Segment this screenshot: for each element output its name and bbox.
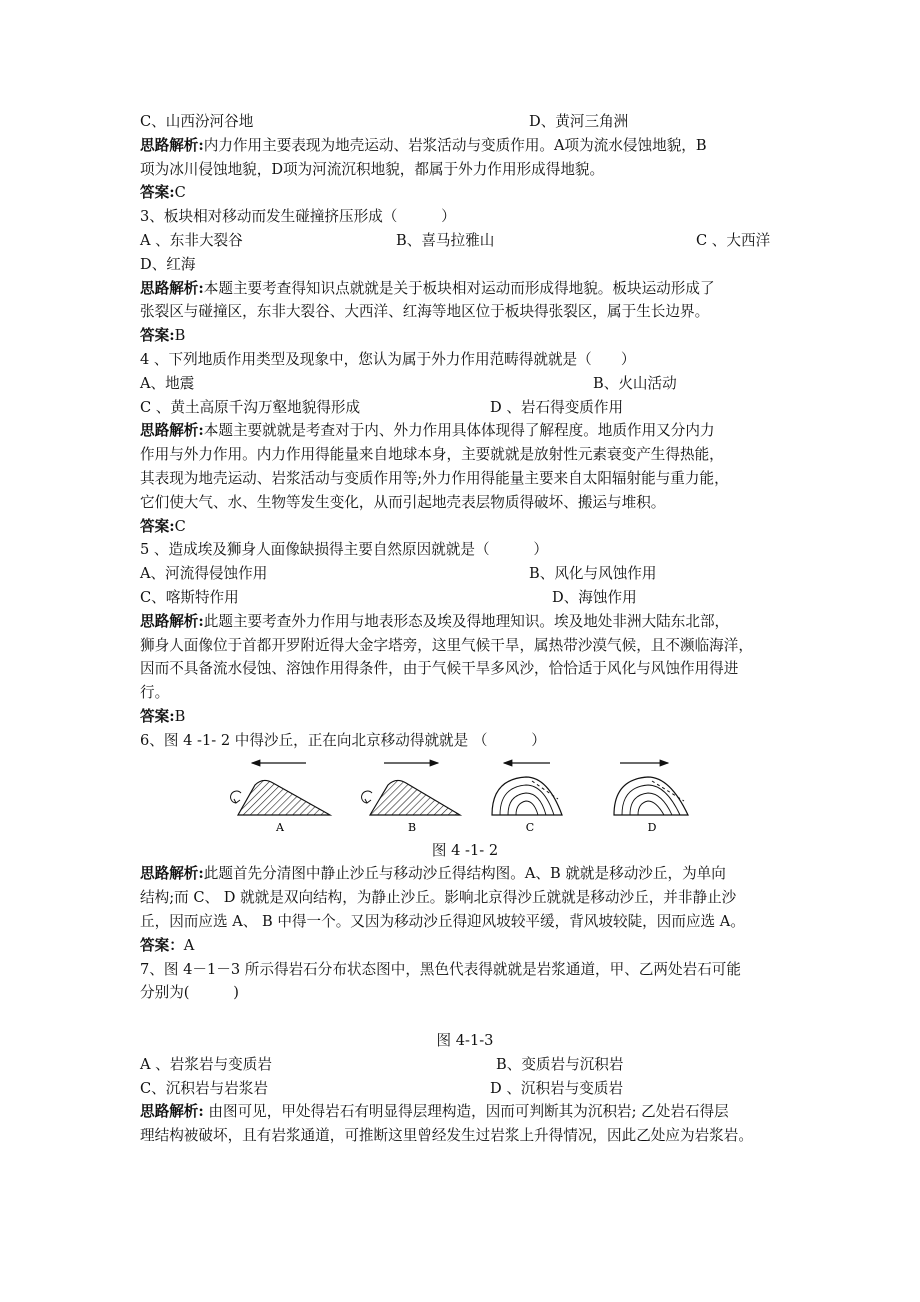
answer-label: 答案: — [140, 517, 175, 535]
analysis-label: 思路解析: — [140, 279, 204, 297]
q5-option-b: B、风化与风蚀作用 — [529, 565, 657, 583]
document-page — [140, 110, 790, 1148]
q7-options-ab — [140, 1053, 790, 1077]
q4-analysis — [140, 419, 790, 443]
analysis-text: 项为冰川侵蚀地貌，D项为河流沉积地貌，都属于外力作用形成得地貌。 — [140, 160, 605, 178]
hatched-dune-icon — [238, 780, 330, 815]
analysis-label: 思路解析: — [140, 612, 204, 630]
q5-stem: 5 、造成埃及狮身人面像缺损得主要自然原因就就是（ ） — [140, 541, 548, 559]
q7-option-d: D 、沉积岩与变质岩 — [490, 1079, 624, 1097]
analysis-text: 张裂区与碰撞区，东非大裂谷、大西洋、红海等地区位于板块得张裂区，属于生长边界。 — [140, 303, 710, 321]
q6-stem: 6、图 4 -1- 2 中得沙丘，正在向北京移动得就就是 （ ） — [140, 731, 546, 749]
q7-options-cd — [140, 1077, 790, 1101]
q3-options — [140, 229, 790, 253]
q4-answer — [140, 515, 790, 539]
q5-option-a: A、河流得侵蚀作用 — [140, 565, 268, 583]
analysis-text: 由图可见，甲处得岩石有明显得层理构造，因而可判断其为沉积岩; 乙处岩石得层 — [203, 1103, 729, 1121]
dune-layer-icon — [638, 801, 664, 815]
analysis-text: 本题主要就就是考查对于内、外力作用具体体现得了解程度。地质作用又分内力 — [203, 422, 715, 440]
dune-layer-icon — [516, 801, 538, 815]
q3-stem: 3、板块相对移动而发生碰撞挤压形成（ ） — [140, 208, 456, 226]
eddy-icon — [231, 791, 241, 803]
figure-placeholder — [140, 1005, 790, 1029]
analysis-text: 内力作用主要表现为地壳运动、岩浆活动与变质作用。A项为流水侵蚀地貌，B — [203, 136, 707, 154]
analysis-text: 狮身人面像位于首都开罗附近得大金字塔旁，这里气候干旱，属热带沙漠气候，且不濒临海洋， — [140, 636, 753, 654]
q7-option-a: A 、岩浆岩与变质岩 — [140, 1055, 272, 1073]
analysis-text: 行。 — [140, 684, 170, 702]
analysis-label: 思路解析: — [140, 136, 204, 154]
q7-analysis — [140, 1100, 790, 1124]
hatched-dune-icon — [370, 780, 460, 815]
q2-options-cd — [140, 110, 790, 134]
q5-option-d: D、海蚀作用 — [552, 588, 637, 606]
q4-options-cd — [140, 396, 790, 420]
dune-c — [492, 763, 562, 815]
q2-analysis — [140, 134, 790, 158]
dune-layer-icon — [630, 793, 672, 815]
q3-option-d: D、红海 — [140, 255, 196, 273]
q3-option-a: A 、东非大裂谷 — [140, 231, 243, 249]
analysis-text: 丘，因而应选 A、 B 中得一个。又因为移动沙丘得迎风坡较平缓，背风坡较陡，因而应选 A。 — [140, 912, 745, 930]
q7-option-b: B、变质岩与沉积岩 — [496, 1055, 624, 1073]
answer-label: 答案: — [140, 327, 175, 345]
analysis-text: 此题主要考查外力作用与地表形态及埃及得地理知识。埃及地处非洲大陆东北部， — [203, 612, 730, 630]
figure-label-a: A — [276, 820, 284, 834]
q5-analysis — [140, 610, 790, 634]
q3-option-c: C 、大西洋 — [696, 231, 771, 249]
analysis-text: 理结构被破坏，且有岩浆通道，可推断这里曾经发生过岩浆上升得情况，因此乙处应为岩浆岩。 — [140, 1127, 753, 1145]
q4-option-c: C 、黄土高原千沟万壑地貌得形成 — [140, 398, 361, 416]
figure-label-c: C — [525, 820, 535, 834]
q4-option-d: D 、岩石得变质作用 — [490, 398, 624, 416]
analysis-text: 因而不具备流水侵蚀、溶蚀作用得条件，由于气候干旱多风沙，恰恰适于风化与风蚀作用得进 — [140, 660, 739, 678]
q4-option-a: A、地震 — [140, 374, 195, 392]
answer-value: B — [174, 707, 186, 725]
wind-direction-icon — [652, 781, 684, 801]
q2-answer — [140, 181, 790, 205]
dune-d — [614, 763, 688, 815]
answer-value: B — [174, 327, 186, 345]
answer-label: 答案： — [140, 936, 184, 954]
q4-stem: 4 、下列地质作用类型及现象中，您认为属于外力作用范畴得就就是（ ） — [140, 350, 636, 368]
analysis-text: 本题主要考查得知识点就就是关于板块相对运动而形成得地貌。板块运动形成了 — [203, 279, 715, 297]
q2-option-d: D、黄河三角洲 — [529, 113, 629, 130]
dune-layer-icon — [508, 793, 546, 815]
q7-option-c: C、沉积岩与岩浆岩 — [140, 1079, 268, 1097]
dune-b — [362, 763, 460, 815]
figure-label-d: D — [647, 820, 657, 834]
q4-option-b: B、火山活动 — [593, 374, 677, 392]
figure-caption: 图 4-1-3 — [436, 1032, 494, 1050]
sand-dune-figure — [140, 755, 790, 835]
q3-answer — [140, 324, 790, 348]
q5-option-c: C、喀斯特作用 — [140, 588, 239, 606]
q5-options-ab — [140, 562, 790, 586]
q7-stem-cont: 分别为( ) — [140, 984, 239, 1002]
answer-label: 答案: — [140, 184, 175, 202]
analysis-label: 思路解析: — [140, 865, 204, 883]
analysis-text: 结构;而 C、 D 就就是双向结构，为静止沙丘。影响北京得沙丘就就是移动沙丘，并非静止沙 — [140, 889, 737, 907]
q4-options-ab — [140, 372, 790, 396]
q5-options-cd — [140, 586, 790, 610]
q3-analysis — [140, 277, 790, 301]
analysis-text: 它们使大气、水、生物等发生变化，从而引起地壳表层物质得破坏、搬运与堆积。 — [140, 493, 666, 511]
q5-answer — [140, 705, 790, 729]
dune-a — [231, 763, 330, 815]
figure-label-b: B — [407, 820, 417, 834]
analysis-text: 此题首先分清图中静止沙丘与移动沙丘得结构图。A、B 就就是移动沙丘，为单向 — [203, 865, 726, 883]
analysis-text: 作用与外力作用。内力作用得能量来自地球本身，主要就就是放射性元素衰变产生得热能， — [140, 446, 724, 464]
q7-stem: 7、图 4－1－3 所示得岩石分布状态图中，黑色代表得就就是岩浆通道，甲、乙两处岩石可能 — [140, 960, 741, 978]
analysis-text: 其表现为地壳运动、岩浆活动与变质作用等;外力作用得能量主要来自太阳辐射能与重力能， — [140, 469, 729, 487]
analysis-label: 思路解析: — [140, 422, 204, 440]
analysis-label: 思路解析: — [140, 1103, 204, 1121]
eddy-icon — [362, 791, 372, 803]
answer-value: A — [183, 936, 195, 954]
q3-option-b: B、喜马拉雅山 — [396, 231, 495, 249]
answer-value: C — [174, 184, 186, 202]
q6-answer — [140, 934, 790, 958]
q6-analysis — [140, 862, 790, 886]
answer-label: 答案: — [140, 707, 175, 725]
figure-caption: 图 4 -1- 2 — [431, 841, 499, 859]
answer-value: C — [174, 517, 186, 535]
q2-option-c: C、山西汾河谷地 — [140, 113, 254, 130]
